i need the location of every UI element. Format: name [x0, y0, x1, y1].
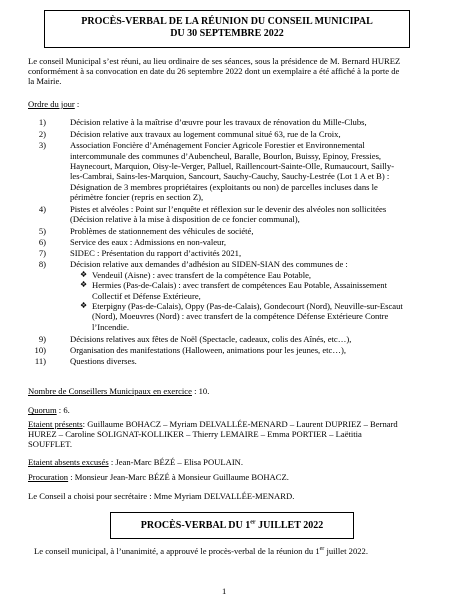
quorum — [28, 405, 70, 415]
agenda-item-text: Questions diverses. — [70, 356, 137, 366]
agenda-item-number: 7) — [38, 247, 46, 258]
presents-label: Etaient présents — [28, 419, 83, 429]
pv-text-post: juillet 2022. — [324, 546, 368, 556]
agenda-subitem-text: Collectif et Défense Extérieure, — [92, 290, 201, 301]
agenda-item-number: 6) — [38, 236, 46, 247]
excuses-value: : Jean-Marc BÉZÉ – Elisa POULAIN. — [108, 457, 244, 467]
agenda-item-text: Haynecourt, Marquion, Oisy-le-Verger, Palluel, Raillencourt-Sainte-Olle, Rumaucourt, Sailly- — [70, 161, 395, 171]
procuration-value: : Monsieur Jean-Marc BÉZÉ à Monsieur Guillaume BOHACZ. — [68, 472, 289, 482]
agenda-heading-suffix: : — [74, 99, 80, 109]
title-line-2: DU 30 SEPTEMBRE 2022 — [170, 28, 284, 39]
excuses — [28, 457, 243, 467]
agenda-item-text: Décision relative aux travaux au logement communal situé 63, rue de la Croix, — [70, 128, 341, 139]
agenda-subitem-text: l’Incendie. — [92, 321, 129, 332]
pv-approval-text — [34, 546, 368, 556]
agenda-item-number: 10) — [34, 344, 46, 355]
agenda-item-text: Pistes et alvéoles : Point sur l’enquête et réflexion sur le devenir des alvéoles non sollicitées — [70, 203, 387, 214]
agenda-item-text: (Décision relative à la mise à disposition de ce foncier communal), — [70, 214, 300, 225]
agenda-item-number: 11) — [34, 356, 46, 366]
agenda-item-text: Association Foncière d’Aménagement Foncier Agricole Forestier et Environnemental — [70, 140, 365, 151]
title-line-1: PROCÈS-VERBAL DE LA RÉUNION DU CONSEIL MUNICIPAL — [81, 16, 373, 27]
secretaire: Le Conseil a choisi pour secrétaire : Mme Myriam DELVALLÉE-MENARD. — [28, 491, 295, 501]
agenda-subitem-text: (Nord), Moeuvres (Nord) : avec transfert de la compétence Défense Extérieure Contre — [92, 311, 389, 322]
agenda-item-text: SIDEC : Présentation du rapport d’activités 2021, — [70, 247, 242, 258]
agenda-item-text: Désignation de 3 membres propriétaires (exploitants ou non) de parcelles incluses dans le — [70, 181, 378, 192]
agenda-item-text: Service des eaux : Admissions en non-valeur, — [70, 236, 226, 247]
agenda-item-text: périmètre foncier (repris en section Z), — [70, 192, 204, 203]
agenda-subitem-text: Vendeuil (Aisne) : avec transfert de la compétence Eau Potable, — [92, 269, 312, 280]
agenda-item-number: 1) — [38, 117, 46, 127]
conseillers-count — [28, 386, 209, 396]
diamond-bullet-icon: ❖ — [80, 269, 88, 279]
pv-title-post: JUILLET 2022 — [255, 520, 324, 531]
presents-line-3: SOUFFLET. — [28, 439, 73, 449]
conseillers-value: : 10. — [191, 386, 210, 396]
pv-text-pre: Le conseil municipal, à l’unanimité, a approuvé le procès-verbal de la réunion du 1 — [34, 546, 320, 556]
quorum-value: : 6. — [56, 405, 70, 415]
agenda-item-text: les-Cambrai, Sains-les-Marquion, Sancourt, Sauchy-Cauchy, Sauchy-Lestrée (Lot 1 A et B) : — [70, 171, 390, 182]
agenda-item-text: Organisation des manifestations (Halloween, animations pour les jeunes, etc…), — [70, 344, 346, 355]
pv-text-sup: er — [319, 546, 325, 553]
agenda-heading — [28, 99, 79, 109]
diamond-bullet-icon: ❖ — [80, 301, 88, 310]
agenda-item-number: 9) — [38, 333, 46, 344]
agenda-item-text: Décisions relatives aux fêtes de Noël (Spectacle, cadeaux, colis des Aînés, etc…), — [70, 333, 352, 344]
page-number: 1 — [222, 586, 227, 596]
agenda-item-number: 4) — [38, 203, 46, 214]
intro-line-2: conformément à sa convocation en date du 26 septembre 2022 dont un exemplaire a été affiché à la porte de — [28, 66, 400, 76]
conseillers-label: Nombre de Conseillers Municipaux en exercice — [28, 386, 192, 396]
pv-title — [111, 520, 353, 532]
agenda-subitem-text: Hermies (Pas-de-Calais) : avec transfert de compétences Eau Potable, Assainissement — [92, 280, 387, 291]
agenda-subitem-text: Eterpigny (Pas-de-Calais), Oppy (Pas-de-Calais), Gondecourt (Nord), Neuville-sur-Escaut — [92, 301, 403, 311]
pv-title-sup: er — [250, 519, 256, 526]
agenda-item-number: 3) — [38, 140, 46, 151]
excuses-label: Etaient absents excusés — [28, 457, 109, 467]
agenda-item-number: 8) — [38, 258, 46, 269]
pv-title-box — [110, 512, 354, 539]
agenda-item-text: Décision relative à la maîtrise d’œuvre pour les travaux de rénovation du Mille-Clubs, — [70, 117, 367, 127]
intro-line-1: Le conseil Municipal s’est réuni, au lieu ordinaire de ses séances, sous la présidence de M. Bernard HUREZ — [28, 56, 401, 66]
agenda-item-text: intercommunale des communes d’Aubencheul, Baralle, Bourlon, Buissy, Epinoy, Fressies, — [70, 150, 382, 161]
presents-text-1: : Guillaume BOHACZ – Myriam DELVALLÉE-MENARD – Laurent DUPRIEZ – Bernard — [82, 419, 398, 429]
agenda-item-number: 5) — [38, 225, 46, 236]
intro-line-3: la Mairie. — [28, 76, 62, 86]
presents-line-2: HUREZ – Caroline SOLIGNAT-KOLLIKER – Thierry LEMAIRE – Emma PORTIER – Laëtitia — [28, 429, 362, 439]
agenda-heading-label: Ordre du jour — [28, 99, 75, 109]
diamond-bullet-icon: ❖ — [80, 280, 88, 290]
agenda-item-number: 2) — [38, 128, 46, 139]
pv-title-pre: PROCÈS-VERBAL DU 1 — [140, 520, 251, 531]
title-box — [44, 10, 410, 48]
procuration-label: Procuration — [28, 472, 69, 482]
presents-line-1 — [28, 419, 398, 429]
agenda-item-text: Décision relative aux demandes d’adhésion au SIDEN-SIAN des communes de : — [70, 258, 348, 269]
procuration — [28, 472, 289, 482]
agenda-item-text: Problèmes de stationnement des véhicules de société, — [70, 225, 254, 236]
quorum-label: Quorum — [28, 405, 57, 415]
